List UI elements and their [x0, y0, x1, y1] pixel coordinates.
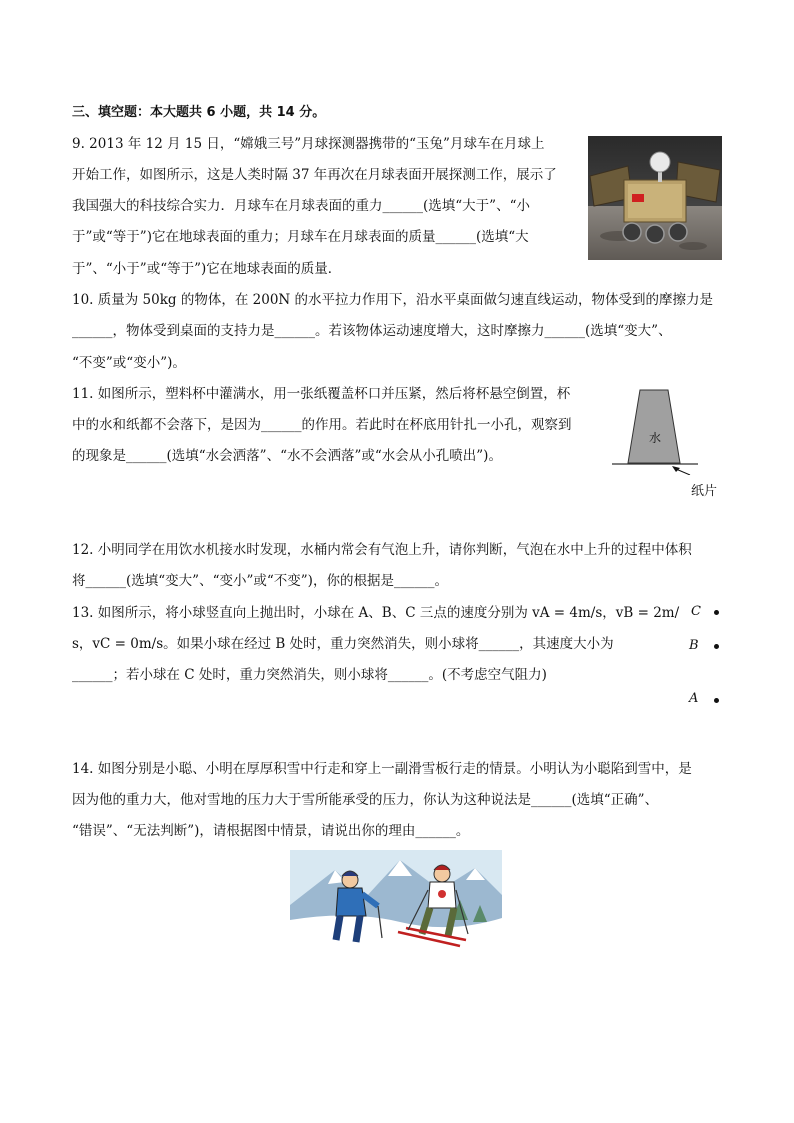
paper-label: 纸片 [691, 484, 718, 499]
q14-line-1: 14. 如图分别是小聪、小明在厚厚积雪中行走和穿上一副滑雪板行走的情景。小明认为小聪陷到雪中，是 [72, 761, 692, 777]
q9-line-5: 于”、“小于”或“等于”)它在地球表面的质量． [72, 261, 342, 277]
point-a-label: A [689, 691, 699, 706]
point-b-label: B [689, 638, 699, 653]
q14-line-2: 因为他的重力大，他对雪地的压力大于雪所能承受的压力，你认为这种说法是______(选填“正确”、 [72, 792, 659, 808]
q14-line-3: “错误”、“无法判断”)，请根据图中情景，请说出你的理由______。 [72, 823, 470, 839]
q9-line-3: 我国强大的科技综合实力．月球车在月球表面的重力______(选填“大于”、“小 [72, 198, 530, 214]
q11-line-2: 中的水和纸都不会落下，是因为______的作用。若此时在杯底用针扎一小孔，观察到 [72, 417, 572, 433]
snow-walking-illustration [290, 850, 502, 954]
q12-line-1: 12. 小明同学在用饮水机接水时发现，水桶内常会有气泡上升，请你判断，气泡在水中上升的过程中体积 [72, 542, 692, 558]
point-a-dot [714, 698, 719, 703]
q10-line-1: 10. 质量为 50kg 的物体，在 200N 的水平拉力作用下，沿水平桌面做匀速直线运动，物体受到的摩擦力是 [72, 292, 714, 308]
q9-line-2: 开始工作，如图所示，这是人类时隔 37 年再次在月球表面开展探测工作，展示了 [72, 167, 557, 183]
q11-line-1: 11. 如图所示，塑料杯中灌满水，用一张纸覆盖杯口并压紧，然后将杯悬空倒置，杯 [72, 386, 571, 402]
q9-line-1: 9. 2013 年 12 月 15 日，“嫦娥三号”月球探测器携带的“玉兔”月球车在月球上 [72, 136, 545, 152]
arrow-icon [672, 466, 680, 472]
section-header: 三、填空题：本大题共 6 小题，共 14 分。 [72, 105, 326, 120]
q13-line-1: 13. 如图所示，将小球竖直向上抛出时，小球在 A、B、C 三点的速度分别为 vA = 4m/s，vB = 2m/ [72, 605, 680, 621]
point-c-dot [714, 610, 719, 615]
q11-line-3: 的现象是______(选填“水会洒落”、“水不会洒落”或“水会从小孔喷出”)。 [72, 448, 502, 464]
q13-line-2: s，vC = 0m/s。如果小球在经过 B 处时，重力突然消失，则小球将______，其速度大小为 [72, 636, 614, 652]
q9-line-4: 于”或“等于”)它在地球表面的重力；月球车在月球表面的质量______(选填“大 [72, 229, 529, 245]
point-c-label: C [691, 604, 701, 619]
moon-rover-photo [588, 136, 722, 260]
point-b-dot [714, 644, 719, 649]
cup-water-label: 水 [649, 431, 662, 445]
q10-line-3: “不变”或“变小”)。 [72, 355, 186, 371]
q10-line-2: ______，物体受到桌面的支持力是______。若该物体运动速度增大，这时摩擦力______(选填“变大”、 [72, 323, 672, 339]
q13-line-3: ______；若小球在 C 处时，重力突然消失，则小球将______。(不考虑空气阻力) [72, 667, 547, 683]
q12-line-2: 将______(选填“变大”、“变小”或“不变”)，你的根据是______。 [72, 573, 448, 589]
